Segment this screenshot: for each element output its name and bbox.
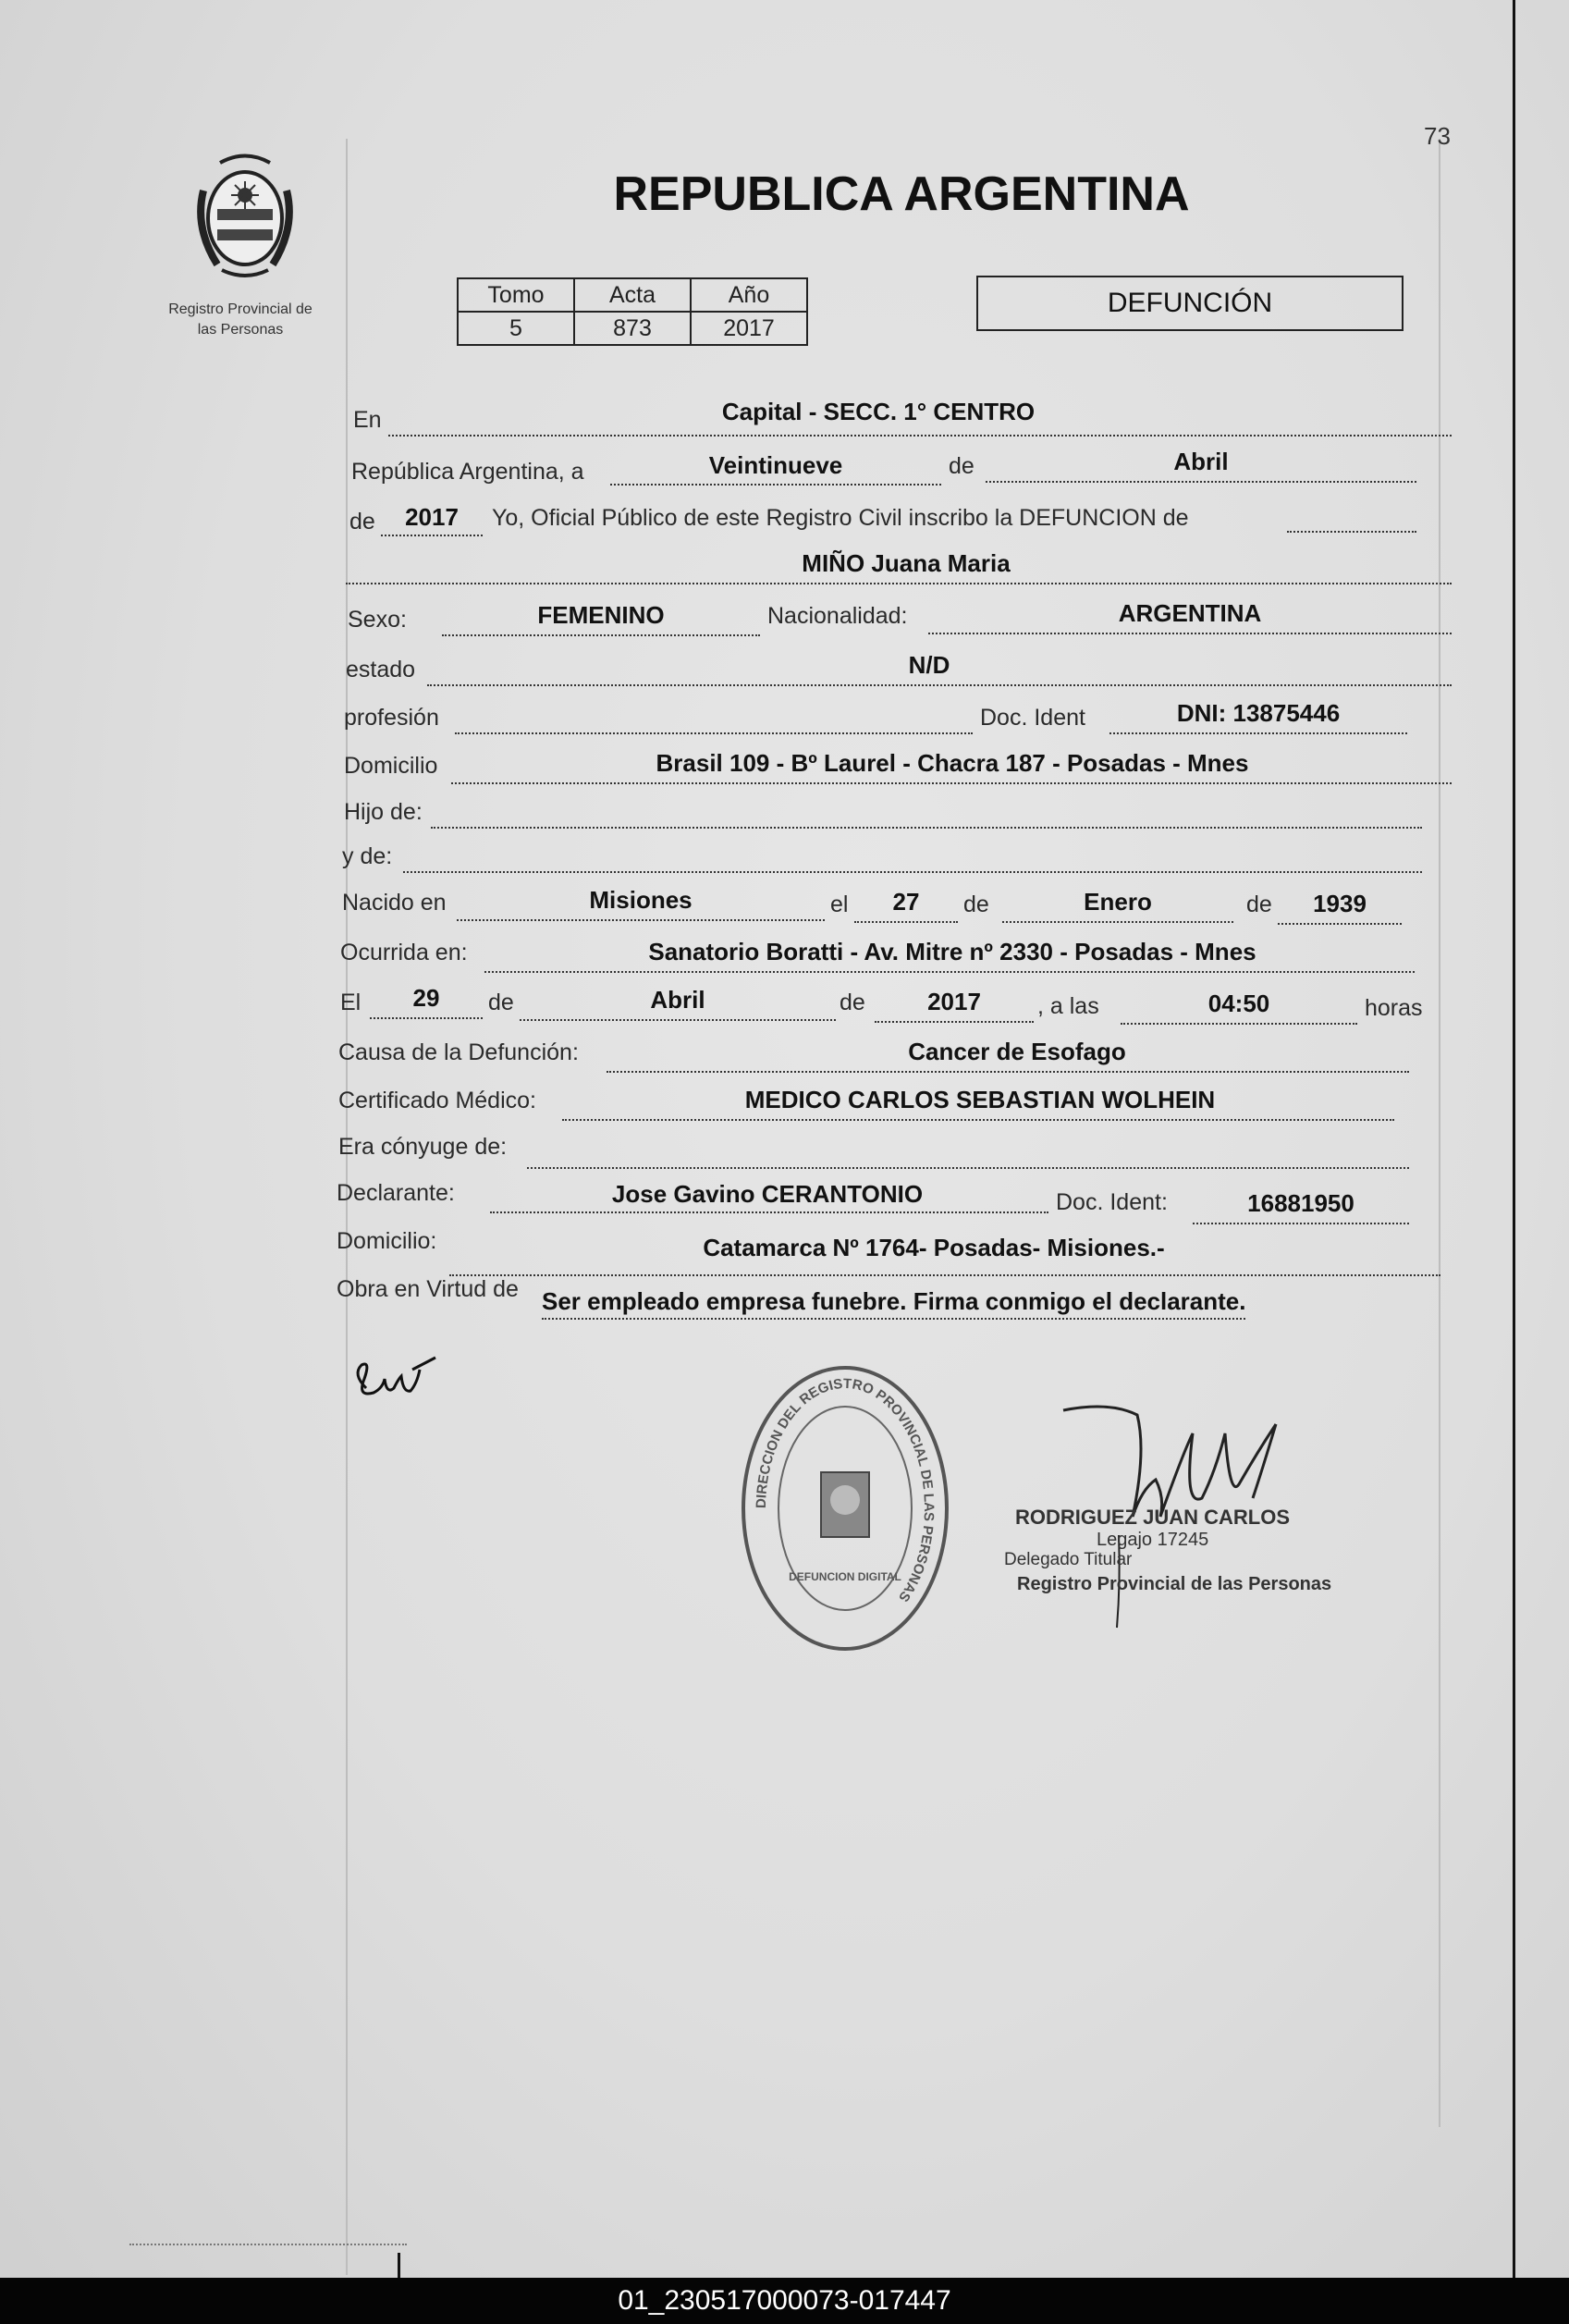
- official-stamp-icon: [738, 1361, 952, 1655]
- de4-label: de: [1246, 891, 1272, 917]
- causa-line: [607, 1071, 1409, 1073]
- page-edge-line: [1513, 0, 1515, 2278]
- record-table-header: Acta: [574, 278, 691, 312]
- death-month: Abril: [650, 986, 705, 1014]
- estado-label: estado: [346, 657, 416, 682]
- year-line: [381, 535, 483, 536]
- domicilio2-line: [449, 1274, 1440, 1276]
- domicilio2-value: Catamarca Nº 1764- Posadas- Misiones.-: [703, 1234, 1165, 1261]
- record-table-header: Año: [691, 278, 807, 312]
- horas-label: horas: [1365, 995, 1423, 1021]
- en-line: [388, 435, 1452, 437]
- el2-label: El: [340, 990, 362, 1015]
- record-table-value-row: [458, 312, 807, 345]
- day-value: Veintinueve: [708, 451, 843, 479]
- official-registro: Registro Provincial de las Personas: [1017, 1574, 1332, 1594]
- hijo-label: Hijo de:: [344, 799, 423, 825]
- deceased-name: MIÑO Juana Maria: [802, 549, 1011, 577]
- de3-label: de: [963, 891, 989, 917]
- de2-label: de: [349, 509, 375, 535]
- birth-day: 27: [892, 888, 920, 916]
- hijo-line: [431, 827, 1422, 829]
- profesion-line: [455, 732, 973, 734]
- official-legajo: Legajo 17245: [1097, 1530, 1209, 1550]
- nacido-label: Nacido en: [342, 890, 447, 916]
- profesion-label: profesión: [344, 705, 439, 731]
- en-value: Capital - SECC. 1° CENTRO: [721, 398, 1036, 425]
- estado-value: N/D: [908, 651, 950, 679]
- certificado-line: [562, 1119, 1394, 1121]
- conyuge-label: Era cónyuge de:: [338, 1134, 508, 1160]
- declarante-label: Declarante:: [337, 1180, 455, 1206]
- bottom-edge-mark: [398, 2253, 400, 2278]
- registry-caption-line1: Registro Provincial de: [168, 301, 313, 317]
- alas-label: , a las: [1037, 993, 1099, 1019]
- estado-line: [427, 684, 1452, 686]
- declarante-doc-value: 16881950: [1247, 1189, 1354, 1217]
- bottom-edge-line: [129, 2244, 407, 2247]
- birth-month: Enero: [1084, 888, 1152, 916]
- oficial-line: [1287, 531, 1416, 533]
- birth-year: 1939: [1313, 890, 1367, 917]
- doc-ident-value: DNI: 13875446: [1176, 699, 1341, 727]
- de6-label: de: [840, 990, 865, 1015]
- certificado-label: Certificado Médico:: [338, 1088, 536, 1113]
- obra-label: Obra en Virtud de: [337, 1276, 519, 1302]
- death-year-line: [875, 1021, 1034, 1023]
- left-margin-line: [346, 139, 348, 2275]
- en-label: En: [353, 407, 382, 433]
- yde-line: [403, 871, 1422, 873]
- record-table-cell: 5: [458, 312, 574, 345]
- domicilio-value: Brasil 109 - Bº Laurel - Chacra 187 - Posadas - Mnes: [656, 749, 1249, 777]
- birth-month-line: [1002, 921, 1233, 923]
- nacido-line: [457, 919, 825, 921]
- nacionalidad-line: [928, 633, 1452, 634]
- official-name: RODRIGUEZ JUAN CARLOS: [1015, 1506, 1291, 1529]
- causa-value: Cancer de Esofago: [908, 1038, 1126, 1065]
- republica-label: República Argentina, a: [351, 459, 584, 485]
- death-day: 29: [412, 984, 440, 1012]
- document-type-box: DEFUNCIÓN: [976, 276, 1404, 331]
- official-stamp: [738, 1361, 952, 1655]
- record-table-cell: 873: [574, 312, 691, 345]
- birth-day-line: [854, 921, 958, 923]
- el-label: el: [830, 891, 849, 917]
- death-year: 2017: [927, 988, 981, 1015]
- doc-ident-label: Doc. Ident: [980, 705, 1085, 731]
- stamp-inner-text: DEFUNCION DIGITAL: [789, 1570, 901, 1583]
- doc-ident-line: [1109, 732, 1407, 734]
- de-label: de: [949, 453, 974, 479]
- nacionalidad-value: ARGENTINA: [1118, 599, 1262, 627]
- provincial-seal-icon: [176, 144, 314, 283]
- ocurrida-line: [484, 971, 1415, 973]
- death-day-line: [370, 1017, 483, 1019]
- death-time-line: [1121, 1023, 1357, 1025]
- declarante-line: [490, 1211, 1048, 1213]
- official-delegado: Delegado Titular: [1004, 1550, 1133, 1569]
- ocurrida-label: Ocurrida en:: [340, 940, 468, 965]
- nacionalidad-label: Nacionalidad:: [767, 603, 908, 629]
- footer-code: 01_230517000073-017447: [0, 2278, 1569, 2324]
- declarante-doc-line: [1193, 1223, 1409, 1224]
- registry-caption-line2: las Personas: [197, 322, 284, 338]
- name-line: [346, 583, 1452, 584]
- sexo-value: FEMENINO: [537, 601, 665, 629]
- page-number: 73: [1424, 122, 1451, 150]
- oficial-text: Yo, Oficial Público de este Registro Civil inscribo la DEFUNCION de: [492, 505, 1189, 531]
- declarante-value: Jose Gavino CERANTONIO: [611, 1180, 924, 1208]
- obra-value: Ser empleado empresa funebre. Firma conmigo el declarante.: [542, 1287, 1245, 1320]
- page-title: REPUBLICA ARGENTINA: [613, 167, 1190, 221]
- day-line: [610, 484, 941, 486]
- record-table-header: Tomo: [458, 278, 574, 312]
- causa-label: Causa de la Defunción:: [338, 1039, 579, 1065]
- birth-year-line: [1278, 923, 1402, 925]
- record-table-cell: 2017: [691, 312, 807, 345]
- declarante-doc-label: Doc. Ident:: [1056, 1189, 1168, 1215]
- yde-label: y de:: [342, 843, 393, 869]
- record-table: [457, 277, 808, 346]
- record-table-header-row: [458, 278, 807, 312]
- domicilio2-label: Domicilio:: [337, 1228, 437, 1254]
- sexo-line: [442, 634, 760, 636]
- domicilio-line: [451, 782, 1452, 784]
- handwritten-initials-icon: [348, 1346, 459, 1411]
- right-margin-line: [1439, 139, 1440, 2127]
- nacido-value: Misiones: [589, 886, 693, 914]
- month-value: Abril: [1173, 448, 1229, 475]
- death-time: 04:50: [1207, 990, 1270, 1017]
- domicilio-label: Domicilio: [344, 753, 438, 779]
- stamp-outer-text: DIRECCION DEL REGISTRO PROVINCIAL DE LAS PERSONAS: [753, 1375, 938, 1605]
- registry-caption: [139, 300, 342, 340]
- year-value: 2017: [405, 503, 459, 531]
- conyuge-line: [527, 1167, 1409, 1169]
- ocurrida-value: Sanatorio Boratti - Av. Mitre nº 2330 - Posadas - Mnes: [648, 938, 1256, 965]
- certificado-value: MEDICO CARLOS SEBASTIAN WOLHEIN: [744, 1086, 1216, 1113]
- death-month-line: [520, 1019, 836, 1021]
- de5-label: de: [488, 990, 514, 1015]
- month-line: [986, 481, 1416, 483]
- sexo-label: Sexo:: [348, 607, 407, 633]
